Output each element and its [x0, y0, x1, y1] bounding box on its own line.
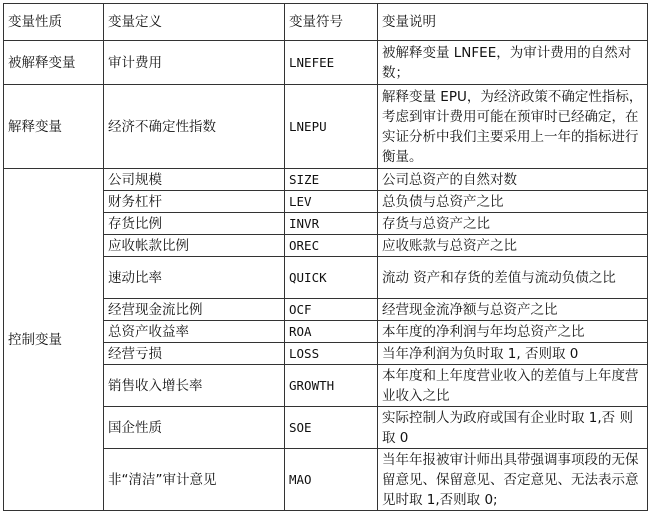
variable-description: 解释变量 EPU，为经济政策不确定性指标，考虑到审计费用可能在预审时已经确定，在实证分析中我们主要采用上一年的指标进行衡量。 [378, 85, 648, 169]
table-row [4, 85, 648, 169]
variable-definition: 存货比例 [104, 213, 285, 235]
variable-description: 存货与总资产之比 [378, 213, 648, 235]
variable-description: 当年净利润为负时取 1, 否则取 0 [378, 343, 648, 365]
variable-symbol: GROWTH [285, 365, 378, 407]
variable-definition: 公司规模 [104, 169, 285, 191]
variable-definition: 审计费用 [104, 41, 285, 85]
header-variable-definition: 变量定义 [104, 4, 285, 41]
variable-symbol: LNEPU [285, 85, 378, 169]
variable-symbol: QUICK [285, 257, 378, 299]
header-row [4, 4, 648, 41]
variable-definition-table [3, 3, 648, 511]
variable-definition: 总资产收益率 [104, 321, 285, 343]
table-row [4, 41, 648, 85]
variable-symbol: MAO [285, 449, 378, 511]
variable-symbol: LNEFEE [285, 41, 378, 85]
variable-symbol: SOE [285, 407, 378, 449]
variable-description: 当年年报被审计师出具带强调事项段的无保留意见、保留意见、否定意见、无法表示意见时取 1,否则取 0; [378, 449, 648, 511]
header-variable-nature: 变量性质 [4, 4, 104, 41]
group-dependent: 被解释变量 [4, 41, 104, 85]
variable-definition: 国企性质 [104, 407, 285, 449]
variable-definition: 应收帐款比例 [104, 235, 285, 257]
group-explanatory: 解释变量 [4, 85, 104, 169]
variable-description: 本年度和上年度营业收入的差值与上年度营业收入之比 [378, 365, 648, 407]
variable-symbol: ROA [285, 321, 378, 343]
variable-description: 公司总资产的自然对数 [378, 169, 648, 191]
header-variable-symbol: 变量符号 [285, 4, 378, 41]
variable-definition: 非“清洁”审计意见 [104, 449, 285, 511]
group-control: 控制变量 [4, 169, 104, 511]
variable-description: 本年度的净利润与年均总资产之比 [378, 321, 648, 343]
variable-description: 总负债与总资产之比 [378, 191, 648, 213]
variable-definition: 速动比率 [104, 257, 285, 299]
variable-description: 应收账款与总资产之比 [378, 235, 648, 257]
variable-definition: 财务杠杆 [104, 191, 285, 213]
variable-description: 实际控制人为政府或国有企业时取 1,否 则取 0 [378, 407, 648, 449]
variable-symbol: OCF [285, 299, 378, 321]
variable-definition: 经营亏损 [104, 343, 285, 365]
variable-symbol: LOSS [285, 343, 378, 365]
header-variable-description: 变量说明 [378, 4, 648, 41]
variable-symbol: INVR [285, 213, 378, 235]
table-row [4, 169, 648, 191]
variable-symbol: SIZE [285, 169, 378, 191]
variable-definition: 销售收入增长率 [104, 365, 285, 407]
variable-definition: 经营现金流比例 [104, 299, 285, 321]
variable-symbol: LEV [285, 191, 378, 213]
variable-symbol: OREC [285, 235, 378, 257]
variable-description: 被解释变量 LNFEE，为审计费用的自然对数； [378, 41, 648, 85]
variable-description: 经营现金流净额与总资产之比 [378, 299, 648, 321]
variable-definition: 经济不确定性指数 [104, 85, 285, 169]
variable-description: 流动 资产和存货的差值与流动负债之比 [378, 257, 648, 299]
